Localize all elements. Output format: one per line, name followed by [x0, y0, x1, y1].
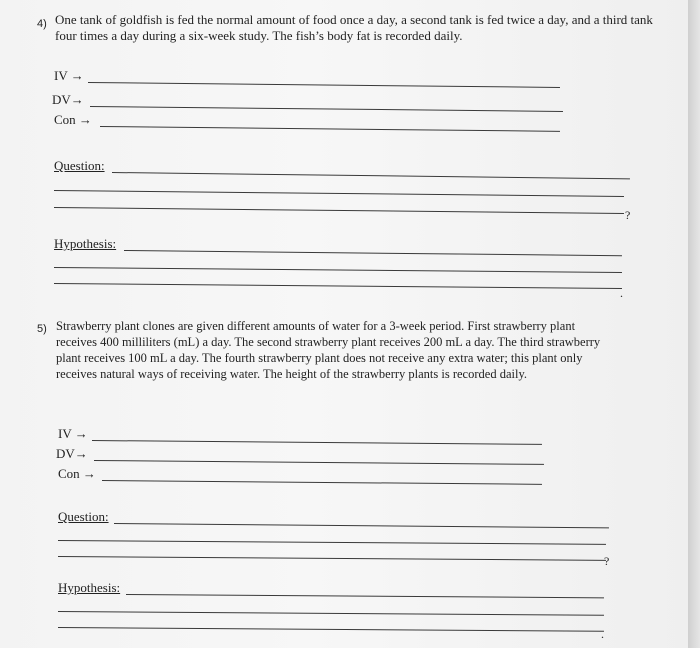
q5-iv-answer-line[interactable]	[92, 440, 542, 445]
q5-question-line-3[interactable]	[58, 556, 606, 561]
q5-prompt: Strawberry plant clones are given different amounts of water for a 3-week period. First strawberry plant receives 400 milliliters (mL) a day. The second strawberry plant receives 200 mL a day. The third strawberry plant receives 100 mL a day. The fourth strawberry plant does not receive any extra water; this plant only receives natural ways of receiving water. The height of the strawberry plants is recorded daily.	[56, 319, 601, 381]
page-edge	[688, 0, 700, 648]
q5-question-line-1[interactable]	[114, 523, 609, 528]
q5-hypothesis-line-2[interactable]	[58, 611, 604, 616]
q4-con-label: Con →	[54, 112, 92, 127]
q4-dv-answer-line[interactable]	[90, 106, 563, 112]
q5-question-label: Question:	[58, 509, 109, 524]
q4-iv-answer-line[interactable]	[88, 82, 560, 88]
q4-question-line-2[interactable]	[54, 190, 624, 197]
q5-iv-label: IV →	[58, 426, 88, 441]
q5-con-answer-line[interactable]	[102, 480, 542, 485]
q4-question-line-3[interactable]	[54, 207, 624, 214]
q5-dv-answer-line[interactable]	[94, 460, 544, 465]
q5-hypothesis-line-1[interactable]	[126, 594, 604, 598]
q4-hypothesis-label: Hypothesis:	[54, 236, 117, 251]
q4-question-line-1[interactable]	[112, 172, 630, 179]
q5-con-label: Con →	[58, 466, 96, 481]
q4-question-label: Question:	[54, 158, 105, 173]
q5-question-mark: ?	[604, 554, 610, 568]
q4-con-answer-line[interactable]	[100, 126, 560, 132]
q4-hypothesis-line-1[interactable]	[124, 250, 622, 256]
q4-question-mark: ?	[625, 208, 631, 222]
q4-hypothesis-period: .	[620, 286, 623, 300]
q5-dv-label: DV→	[56, 446, 88, 461]
q5-hypothesis-line-3[interactable]	[58, 627, 604, 632]
q5-hypothesis-period: .	[601, 627, 604, 641]
q4-number: 4)	[37, 18, 47, 30]
q4-dv-label: DV→	[52, 92, 84, 107]
q5-number: 5)	[37, 323, 47, 335]
q5-question-line-2[interactable]	[58, 540, 606, 545]
q5-hypothesis-label: Hypothesis:	[58, 580, 121, 595]
q4-hypothesis-line-3[interactable]	[54, 283, 622, 289]
q4-hypothesis-line-2[interactable]	[54, 267, 622, 273]
q4-iv-label: IV →	[54, 68, 84, 83]
q4-prompt: One tank of goldfish is fed the normal amount of food once a day, a second tank is fed twice a day, and a third tank four times a day during a six-week study. The fish’s body fat is recorded daily.	[55, 12, 653, 43]
